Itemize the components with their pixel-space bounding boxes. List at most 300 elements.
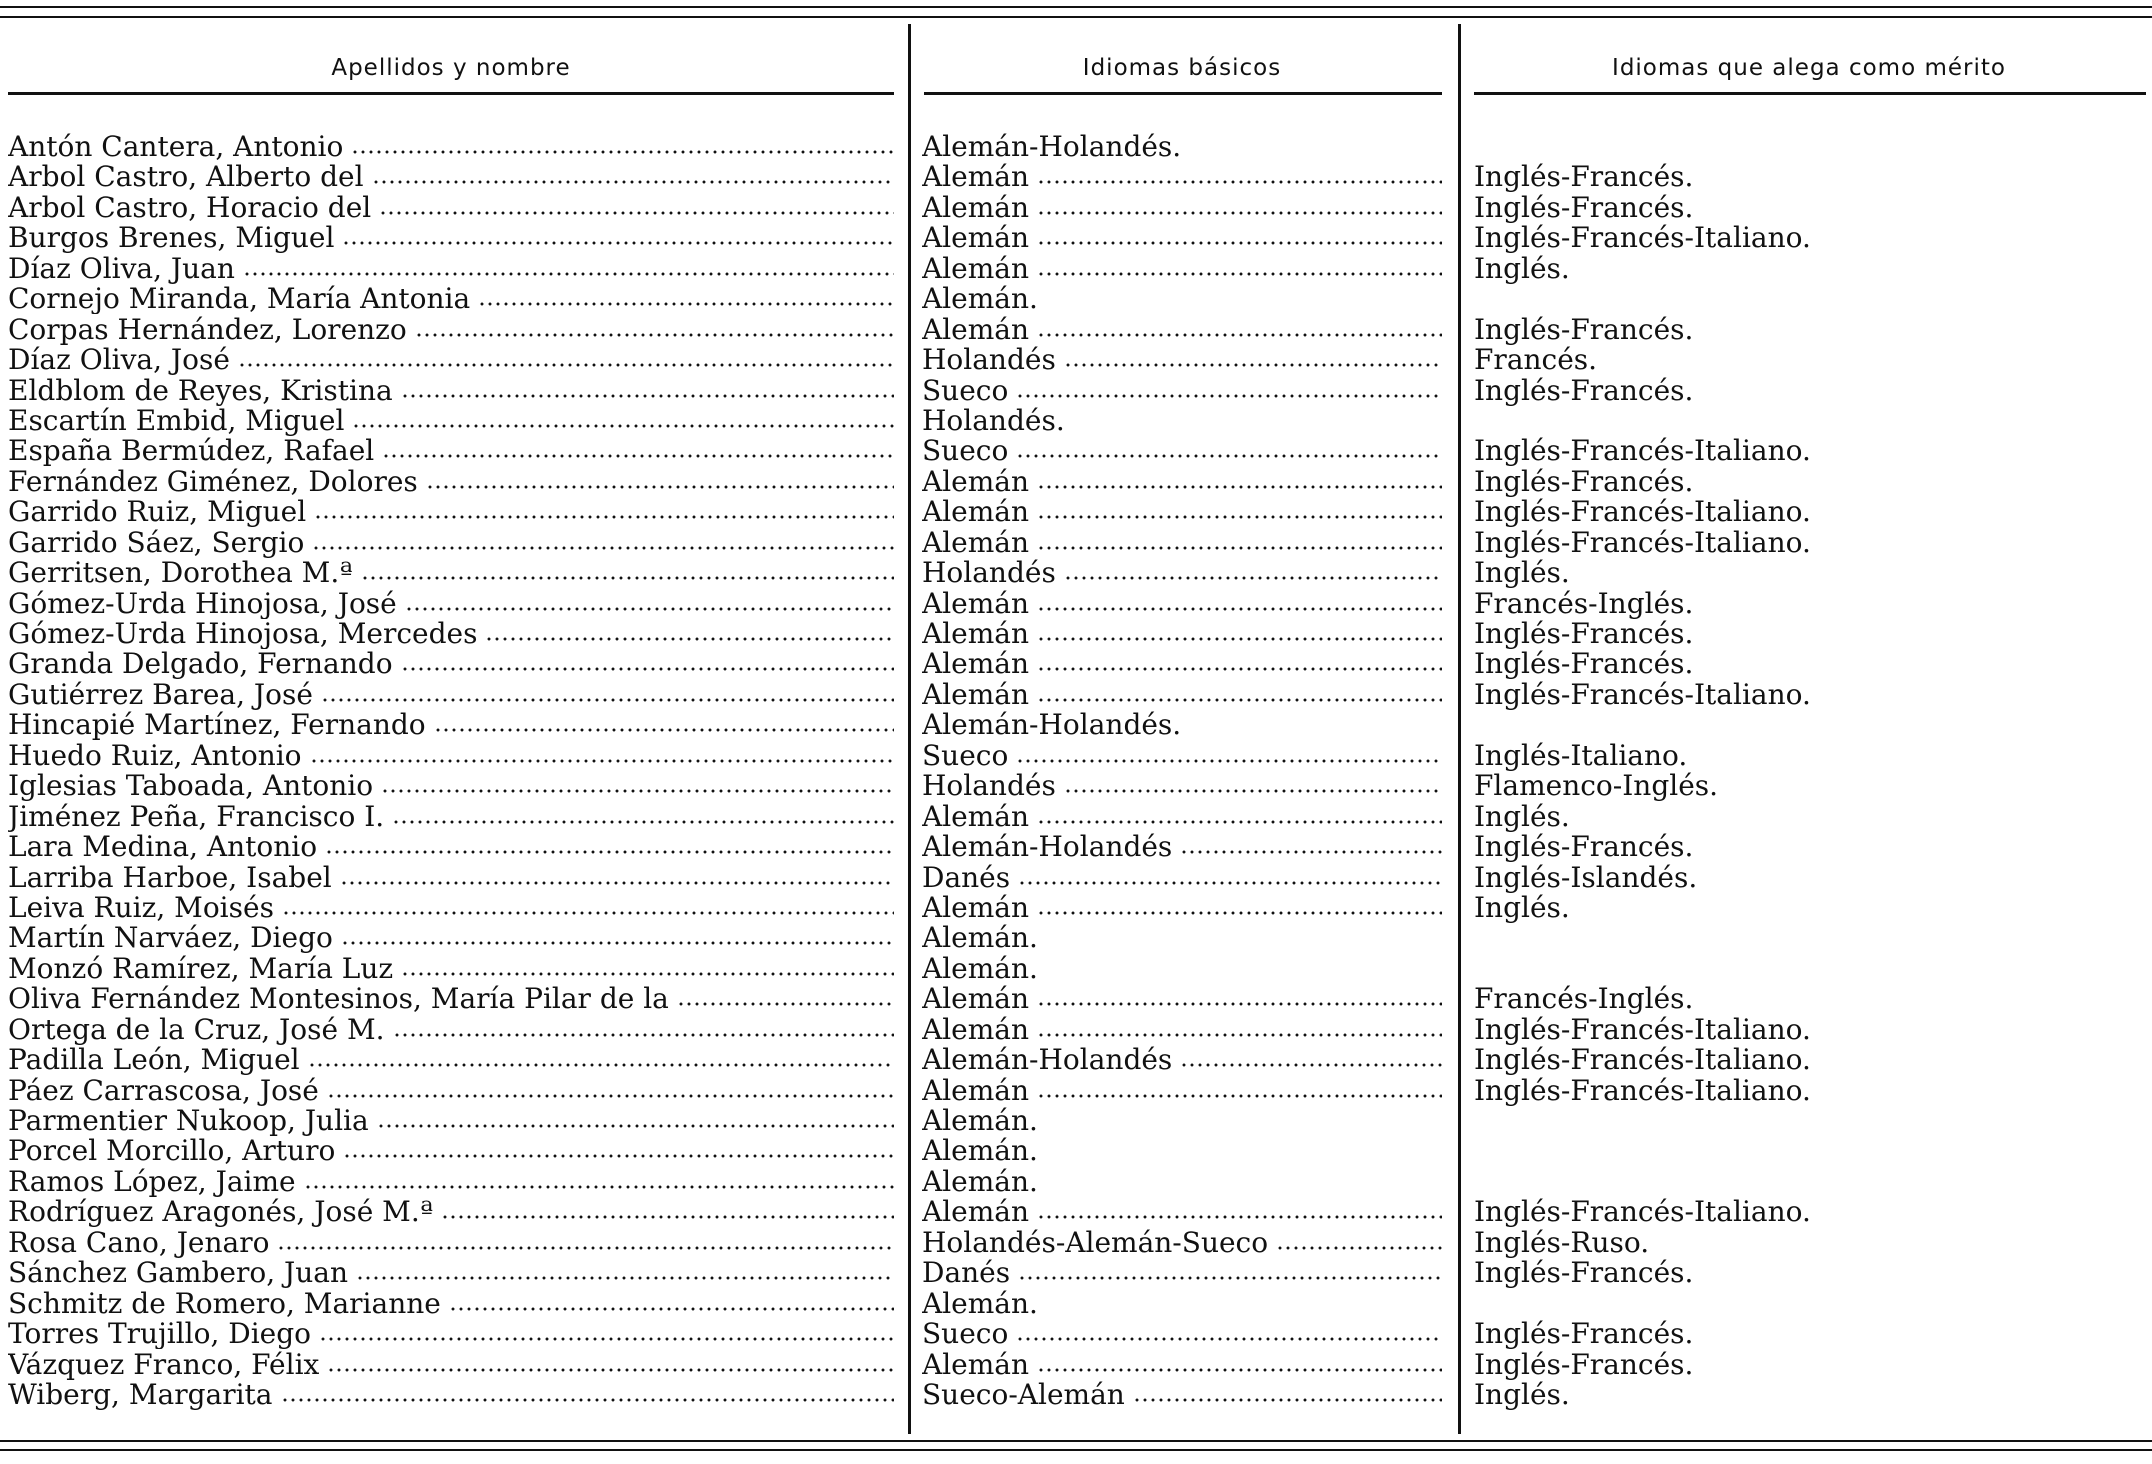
dot-leader (401, 666, 894, 672)
dot-leader (1037, 210, 1442, 216)
merit-languages: Francés-Inglés. (1474, 984, 1694, 1015)
candidate-name-cell (8, 1045, 894, 1075)
basic-languages-cell (922, 1258, 1442, 1288)
basic-languages: Alemán (922, 162, 1030, 193)
candidate-name-cell (8, 863, 894, 893)
dot-leader (308, 1062, 894, 1068)
candidate-name: Páez Carrascosa, José (8, 1075, 319, 1106)
basic-languages-cell (922, 619, 1442, 649)
candidate-name: Sánchez Gambero, Juan (8, 1258, 348, 1289)
dot-leader (1064, 575, 1442, 581)
table-row (0, 1015, 2152, 1045)
merit-languages: Inglés-Francés-Italiano. (1474, 527, 1811, 558)
basic-languages-cell (922, 1289, 1442, 1319)
basic-languages: Holandés. (922, 405, 1065, 436)
merit-languages: Inglés-Francés-Italiano. (1474, 679, 1811, 710)
table-row (0, 1380, 2152, 1410)
candidate-name: Rosa Cano, Jenaro (8, 1227, 270, 1258)
table-row (0, 558, 2152, 588)
basic-languages-cell (922, 923, 1442, 953)
candidate-name-cell (8, 589, 894, 619)
merit-languages: Inglés-Francés. (1474, 619, 1694, 649)
dot-leader (351, 149, 894, 155)
candidate-name: Gerritsen, Dorothea M.ª (8, 558, 353, 589)
candidate-name-cell (8, 132, 894, 162)
table-row (0, 741, 2152, 771)
merit-languages-cell (1474, 193, 2144, 223)
basic-languages: Alemán. (922, 284, 1038, 315)
table-row (0, 649, 2152, 679)
merit-languages-cell (1474, 802, 2144, 832)
merit-languages-cell (1474, 771, 2144, 801)
basic-languages: Alemán (922, 466, 1030, 497)
table-row (0, 345, 2152, 375)
table-row (0, 954, 2152, 984)
candidate-name: Padilla León, Miguel (8, 1045, 300, 1076)
basic-languages: Holandés (922, 345, 1056, 376)
basic-languages: Holandés (922, 771, 1056, 802)
basic-languages-cell (922, 1106, 1442, 1136)
table-row (0, 497, 2152, 527)
table-row (0, 132, 2152, 162)
basic-languages-cell (922, 558, 1442, 588)
candidate-name-cell (8, 1380, 894, 1410)
basic-languages-cell (922, 1015, 1442, 1045)
candidate-name: Ramos López, Jaime (8, 1166, 296, 1197)
merit-languages: Inglés-Francés. (1474, 1319, 1694, 1350)
dot-leader (341, 940, 894, 946)
basic-languages: Alemán-Holandés. (922, 132, 1182, 162)
dot-leader (426, 484, 894, 490)
candidate-name-cell (8, 1228, 894, 1258)
merit-languages-cell (1474, 376, 2144, 406)
merit-languages-cell (1474, 741, 2144, 771)
dot-leader (1016, 1336, 1442, 1342)
merit-languages: Inglés. (1474, 1379, 1570, 1410)
basic-languages: Alemán. (922, 1136, 1038, 1167)
basic-languages-cell (922, 1167, 1442, 1197)
merit-languages: Inglés-Francés. (1474, 832, 1694, 863)
candidate-name-cell (8, 771, 894, 801)
table-row (0, 193, 2152, 223)
dot-leader (1018, 880, 1442, 886)
dot-leader (415, 332, 894, 338)
candidate-name: Arbol Castro, Alberto del (8, 162, 364, 193)
candidate-name-cell (8, 1350, 894, 1380)
merit-languages-cell (1474, 984, 2144, 1014)
dot-leader (1016, 758, 1442, 764)
dot-leader (441, 1214, 894, 1220)
dot-leader (393, 1032, 894, 1038)
basic-languages-cell (922, 436, 1442, 466)
candidate-name-cell (8, 1106, 894, 1136)
merit-languages: Inglés-Francés-Italiano. (1474, 1075, 1811, 1106)
header-underline-1 (8, 92, 894, 95)
basic-languages-cell (922, 589, 1442, 619)
candidate-name-cell (8, 376, 894, 406)
basic-languages: Alemán. (922, 1166, 1038, 1197)
merit-languages: Francés. (1474, 345, 1598, 376)
basic-languages: Alemán (922, 1349, 1030, 1380)
basic-languages-cell (922, 741, 1442, 771)
dot-leader (1037, 332, 1442, 338)
merit-languages-cell (1474, 497, 2144, 527)
top-rule (0, 6, 2152, 8)
merit-languages: Flamenco-Inglés. (1474, 771, 1719, 802)
candidate-name: Torres Trujillo, Diego (8, 1319, 312, 1350)
merit-languages-cell (1474, 680, 2144, 710)
merit-languages: Inglés-Islandés. (1474, 862, 1698, 893)
basic-languages: Alemán (922, 314, 1030, 345)
table-row (0, 254, 2152, 284)
basic-languages: Alemán-Holandés. (922, 710, 1182, 741)
candidate-name-cell (8, 193, 894, 223)
bottom-rule (0, 1440, 2152, 1442)
basic-languages: Alemán (922, 223, 1030, 254)
table-row (0, 528, 2152, 558)
basic-languages: Alemán (922, 801, 1030, 832)
candidate-name: Gómez-Urda Hinojosa, Mercedes (8, 619, 478, 649)
basic-languages-cell (922, 771, 1442, 801)
dot-leader (1016, 453, 1442, 459)
candidate-name-cell (8, 1076, 894, 1106)
basic-languages-cell (922, 1197, 1442, 1227)
candidate-name: Leiva Ruiz, Moisés (8, 892, 274, 923)
dot-leader (392, 819, 894, 825)
table-row (0, 619, 2152, 649)
dot-leader (1276, 1245, 1442, 1251)
merit-languages-cell (1474, 1045, 2144, 1075)
basic-languages: Alemán (922, 192, 1030, 223)
candidate-name-cell (8, 528, 894, 558)
dot-leader (478, 301, 894, 307)
basic-languages-cell (922, 1350, 1442, 1380)
basic-languages-cell (922, 406, 1442, 436)
candidate-name-cell (8, 497, 894, 527)
candidate-name: Cornejo Miranda, María Antonia (8, 284, 471, 315)
dot-leader (238, 362, 894, 368)
merit-languages-cell (1474, 162, 2144, 192)
dot-leader (327, 1093, 894, 1099)
basic-languages-cell (922, 1228, 1442, 1258)
basic-languages: Alemán-Holandés (922, 1045, 1173, 1076)
basic-languages-cell (922, 193, 1442, 223)
merit-languages-cell (1474, 1380, 2144, 1410)
dot-leader (485, 636, 894, 642)
dot-leader (281, 1397, 895, 1403)
dot-leader (1064, 362, 1442, 368)
merit-languages: Inglés-Italiano. (1474, 740, 1688, 771)
basic-languages: Alemán (922, 892, 1030, 923)
basic-languages: Sueco (922, 1319, 1009, 1350)
table-row (0, 1258, 2152, 1288)
dot-leader (310, 758, 894, 764)
table-row (0, 1228, 2152, 1258)
dot-leader (1037, 271, 1442, 277)
merit-languages-cell (1474, 315, 2144, 345)
table-row (0, 376, 2152, 406)
candidate-name: Díaz Oliva, Juan (8, 253, 235, 284)
header-underline-3 (1474, 92, 2146, 95)
candidate-name-cell (8, 467, 894, 497)
dot-leader (319, 1336, 894, 1342)
basic-languages: Alemán-Holandés (922, 832, 1173, 863)
merit-languages-cell (1474, 1319, 2144, 1349)
basic-languages: Alemán. (922, 923, 1038, 954)
table-row (0, 223, 2152, 253)
merit-languages: Inglés. (1474, 558, 1570, 589)
dot-leader (381, 788, 894, 794)
dot-leader (1037, 1032, 1442, 1038)
candidate-name: Escartín Embid, Miguel (8, 405, 345, 436)
dot-leader (327, 1367, 894, 1373)
table-row (0, 406, 2152, 436)
dot-leader (1133, 1397, 1442, 1403)
table-row (0, 1350, 2152, 1380)
candidate-name-cell (8, 984, 894, 1014)
basic-languages: Alemán (922, 679, 1030, 710)
table-row (0, 467, 2152, 497)
candidate-name: Díaz Oliva, José (8, 345, 230, 376)
merit-languages-cell (1474, 1197, 2144, 1227)
table-row (0, 315, 2152, 345)
basic-languages: Alemán (922, 588, 1030, 619)
candidate-name: Iglesias Taboada, Antonio (8, 771, 374, 802)
candidate-name: Gómez-Urda Hinojosa, José (8, 588, 397, 619)
dot-leader (379, 210, 894, 216)
basic-languages-cell (922, 1076, 1442, 1106)
merit-languages: Inglés-Francés. (1474, 314, 1694, 345)
dot-leader (352, 423, 894, 429)
dot-leader (1037, 697, 1442, 703)
merit-languages: Inglés. (1474, 892, 1570, 923)
candidate-name: Garrido Sáez, Sergio (8, 527, 305, 558)
candidate-name: Wiberg, Margarita (8, 1379, 273, 1410)
basic-languages-cell (922, 1045, 1442, 1075)
dot-leader (382, 453, 894, 459)
basic-languages-cell (922, 710, 1442, 740)
candidate-name-cell (8, 1136, 894, 1166)
dot-leader (243, 271, 894, 277)
dot-leader (1037, 606, 1442, 612)
merit-languages: Inglés. (1474, 253, 1570, 284)
candidate-name-cell (8, 406, 894, 436)
table-row (0, 284, 2152, 314)
candidate-name-cell (8, 1197, 894, 1227)
dot-leader (304, 1184, 894, 1190)
merit-languages-cell (1474, 558, 2144, 588)
dot-leader (677, 1001, 894, 1007)
candidate-name: Vázquez Franco, Félix (8, 1349, 320, 1380)
basic-languages-cell (922, 467, 1442, 497)
basic-languages: Danés (922, 862, 1011, 893)
table-row (0, 893, 2152, 923)
dot-leader (356, 1275, 894, 1281)
candidate-name: Fernández Giménez, Dolores (8, 466, 418, 497)
basic-languages-cell (922, 863, 1442, 893)
candidate-name-cell (8, 741, 894, 771)
candidate-name-cell (8, 923, 894, 953)
candidate-name-cell (8, 832, 894, 862)
top-rule-inner (0, 16, 2152, 18)
table-row (0, 1197, 2152, 1227)
table-row (0, 863, 2152, 893)
basic-languages-cell (922, 315, 1442, 345)
table-row (0, 589, 2152, 619)
merit-languages-cell (1474, 345, 2144, 375)
merit-languages-cell (1474, 528, 2144, 558)
basic-languages: Holandés-Alemán-Sueco (922, 1227, 1269, 1258)
basic-languages-cell (922, 832, 1442, 862)
merit-languages-cell (1474, 254, 2144, 284)
table-row (0, 1045, 2152, 1075)
basic-languages: Alemán. (922, 1106, 1038, 1136)
dot-leader (401, 971, 894, 977)
candidate-name: Huedo Ruiz, Antonio (8, 740, 302, 771)
candidate-name-cell (8, 315, 894, 345)
dot-leader (1037, 1001, 1442, 1007)
table-row (0, 802, 2152, 832)
candidate-name-cell (8, 558, 894, 588)
dot-leader (1037, 484, 1442, 490)
merit-languages-cell (1474, 467, 2144, 497)
table-row (0, 984, 2152, 1014)
basic-languages-cell (922, 984, 1442, 1014)
merit-languages-cell (1474, 1228, 2144, 1258)
candidate-name-cell (8, 954, 894, 984)
basic-languages: Alemán (922, 1014, 1030, 1045)
basic-languages: Sueco-Alemán (922, 1379, 1125, 1410)
candidate-name: Monzó Ramírez, María Luz (8, 953, 394, 984)
dot-leader (1037, 1214, 1442, 1220)
merit-languages: Inglés-Francés-Italiano. (1474, 1197, 1811, 1228)
basic-languages-cell (922, 680, 1442, 710)
basic-languages: Sueco (922, 375, 1009, 406)
dot-leader (1018, 1275, 1442, 1281)
candidate-name-cell (8, 1167, 894, 1197)
candidate-name: Granda Delgado, Fernando (8, 649, 393, 680)
candidate-name-cell (8, 223, 894, 253)
merit-languages-cell (1474, 223, 2144, 253)
candidate-name: Jiménez Peña, Francisco I. (8, 801, 385, 832)
dot-leader (282, 910, 894, 916)
merit-languages: Inglés-Francés. (1474, 162, 1694, 193)
dot-leader (343, 1153, 894, 1159)
merit-languages-cell (1474, 589, 2144, 619)
table-row (0, 1076, 2152, 1106)
candidate-name: Rodríguez Aragonés, José M.ª (8, 1197, 434, 1228)
candidate-name: Hincapié Martínez, Fernando (8, 710, 426, 741)
merit-languages-cell (1474, 1015, 2144, 1045)
bottom-rule-inner (0, 1449, 2152, 1451)
basic-languages-cell (922, 284, 1442, 314)
table-row (0, 1289, 2152, 1319)
candidate-name-cell (8, 710, 894, 740)
dot-leader (1037, 666, 1442, 672)
dot-leader (1037, 636, 1442, 642)
dot-leader (340, 880, 894, 886)
table-row (0, 1136, 2152, 1166)
header-basic-languages: Idiomas básicos (1082, 55, 1282, 81)
candidate-name-cell (8, 1015, 894, 1045)
dot-leader (372, 179, 894, 185)
candidate-name: Schmitz de Romero, Marianne (8, 1288, 441, 1319)
basic-languages: Alemán. (922, 953, 1038, 984)
basic-languages-cell (922, 132, 1442, 162)
candidate-name: Garrido Ruiz, Miguel (8, 497, 307, 528)
dot-leader (1016, 393, 1442, 399)
merit-languages: Inglés-Francés-Italiano. (1474, 1014, 1811, 1045)
candidate-name: Parmentier Nukoop, Julia (8, 1106, 369, 1136)
dot-leader (1037, 1093, 1442, 1099)
basic-languages-cell (922, 162, 1442, 192)
candidate-name: Burgos Brenes, Miguel (8, 223, 335, 254)
merit-languages-cell (1474, 863, 2144, 893)
basic-languages: Alemán (922, 527, 1030, 558)
merit-languages: Inglés-Francés. (1474, 649, 1694, 680)
basic-languages-cell (922, 497, 1442, 527)
basic-languages: Sueco (922, 740, 1009, 771)
candidate-name-cell (8, 1289, 894, 1319)
dot-leader (1037, 819, 1442, 825)
candidate-name: Corpas Hernández, Lorenzo (8, 314, 407, 345)
basic-languages-cell (922, 1319, 1442, 1349)
merit-languages: Inglés-Francés-Italiano. (1474, 223, 1811, 254)
candidate-name-cell (8, 162, 894, 192)
candidate-name: Antón Cantera, Antonio (8, 132, 344, 162)
candidate-name: Ortega de la Cruz, José M. (8, 1014, 385, 1045)
merit-languages: Inglés-Francés. (1474, 1258, 1694, 1289)
candidate-name: Larriba Harboe, Isabel (8, 862, 332, 893)
basic-languages: Alemán (922, 1197, 1030, 1228)
merit-languages: Inglés-Francés. (1474, 466, 1694, 497)
basic-languages: Alemán (922, 984, 1030, 1015)
basic-languages-cell (922, 223, 1442, 253)
basic-languages: Holandés (922, 558, 1056, 589)
candidate-name: Porcel Morcillo, Arturo (8, 1136, 336, 1167)
basic-languages: Alemán (922, 619, 1030, 649)
table-row (0, 771, 2152, 801)
candidate-name-cell (8, 680, 894, 710)
table-row (0, 1319, 2152, 1349)
basic-languages: Sueco (922, 436, 1009, 467)
basic-languages-cell (922, 649, 1442, 679)
candidate-name: Lara Medina, Antonio (8, 832, 318, 863)
table-row (0, 1106, 2152, 1136)
candidate-name: España Bermúdez, Rafael (8, 436, 375, 467)
candidate-name: Arbol Castro, Horacio del (8, 192, 372, 223)
candidate-name-cell (8, 649, 894, 679)
dot-leader (312, 545, 894, 551)
merit-languages: Inglés-Francés-Italiano. (1474, 497, 1811, 528)
dot-leader (314, 514, 894, 520)
basic-languages: Alemán (922, 253, 1030, 284)
dot-leader (434, 727, 894, 733)
dot-leader (449, 1306, 894, 1312)
header-name: Apellidos y nombre (331, 55, 571, 81)
candidate-name-cell (8, 802, 894, 832)
candidate-name-cell (8, 893, 894, 923)
merit-languages-cell (1474, 619, 2144, 649)
basic-languages-cell (922, 1380, 1442, 1410)
merit-languages: Inglés-Francés. (1474, 192, 1694, 223)
header-underline-2 (924, 92, 1442, 95)
merit-languages-cell (1474, 1258, 2144, 1288)
candidate-name-cell (8, 345, 894, 375)
candidate-name: Gutiérrez Barea, José (8, 679, 313, 710)
basic-languages-cell (922, 345, 1442, 375)
candidate-name-cell (8, 1319, 894, 1349)
